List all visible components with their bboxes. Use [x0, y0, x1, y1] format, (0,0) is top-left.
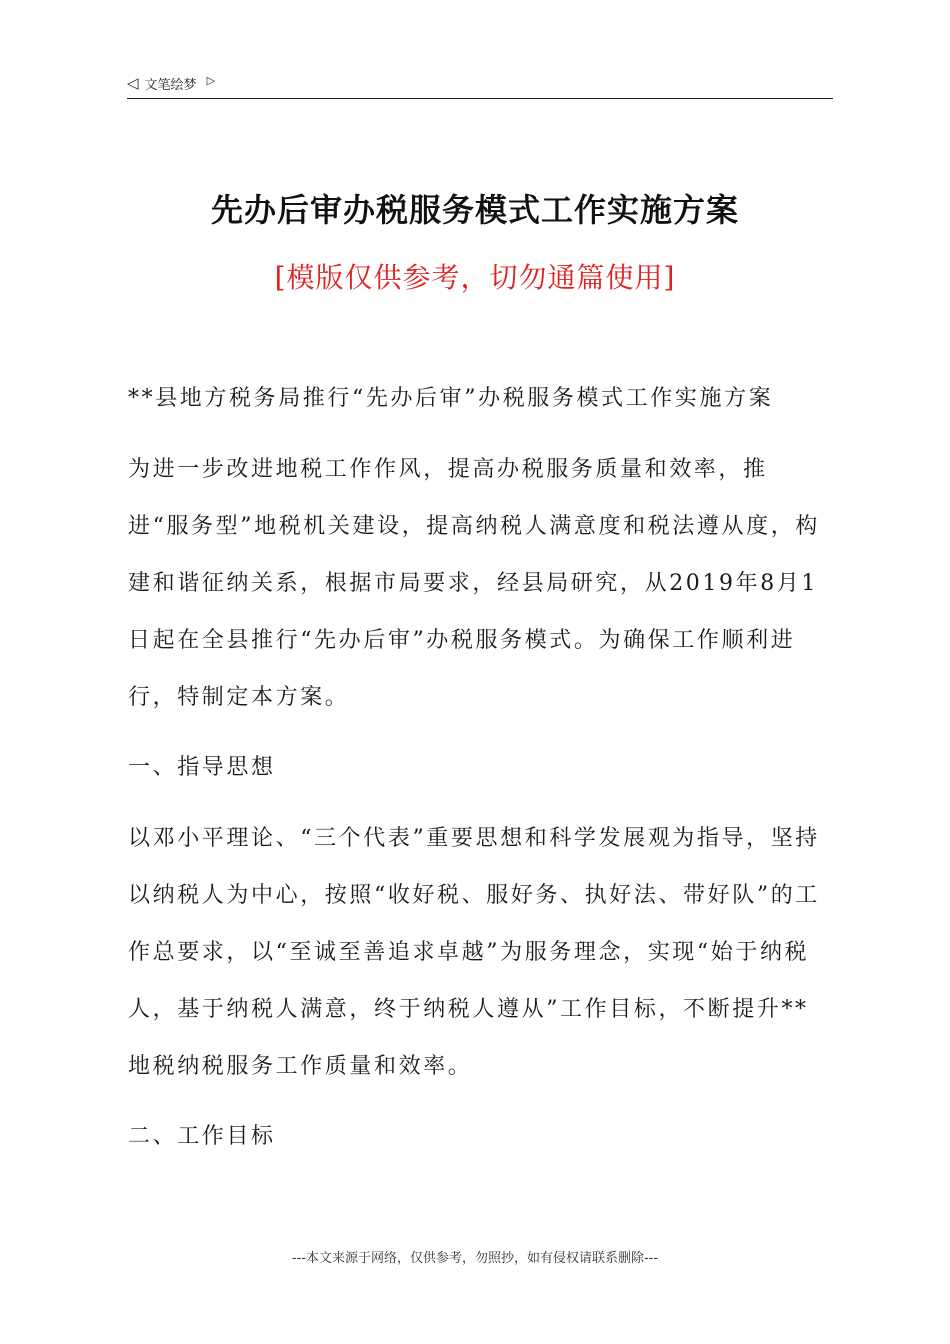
- section-heading-guiding-thought: 一、指导思想: [128, 755, 276, 780]
- triangle-right-icon: ▷: [206, 74, 216, 87]
- intro-paragraph: 为进一步改进地税工作作风，提高办税服务质量和效率，推进“服务型”地税机关建设，提高纳税人满意度和税法遵从度，构建和谐征纳关系，根据市局要求，经县局研究，从2019年8月1日起在全县推行“先办后审”办税服务模式。为确保工作顺利进行，特制定本方案。: [128, 457, 820, 710]
- section-heading-work-goals: 二、工作目标: [128, 1124, 276, 1149]
- page-footer-disclaimer: ---本文来源于网络，仅供参考，勿照抄，如有侵权请联系删除---: [291, 1251, 659, 1266]
- intro-heading: **县地方税务局推行“先办后审”办税服务模式工作实施方案: [128, 386, 774, 411]
- guiding-thought-paragraph: 以邓小平理论、“三个代表”重要思想和科学发展观为指导，坚持以纳税人为中心，按照“收好税、服好务、执好法、带好队”的工作总要求，以“至诚至善追求卓越”为服务理念，实现“始于纳税人，基于纳税人满意，终于纳税人遵从”工作目标，不断提升**地税纳税服务工作质量和效率。: [128, 826, 820, 1079]
- page-header: [127, 72, 833, 99]
- header-brand: [127, 74, 215, 93]
- brand-label: 文笔绘梦: [144, 78, 197, 93]
- triangle-left-icon: ◁: [127, 74, 139, 92]
- document-body: [128, 370, 828, 1165]
- document-subtitle: [模版仅供参考，切勿通篇使用]: [274, 261, 676, 294]
- document-title: 先办后审办税服务模式工作实施方案: [210, 191, 739, 229]
